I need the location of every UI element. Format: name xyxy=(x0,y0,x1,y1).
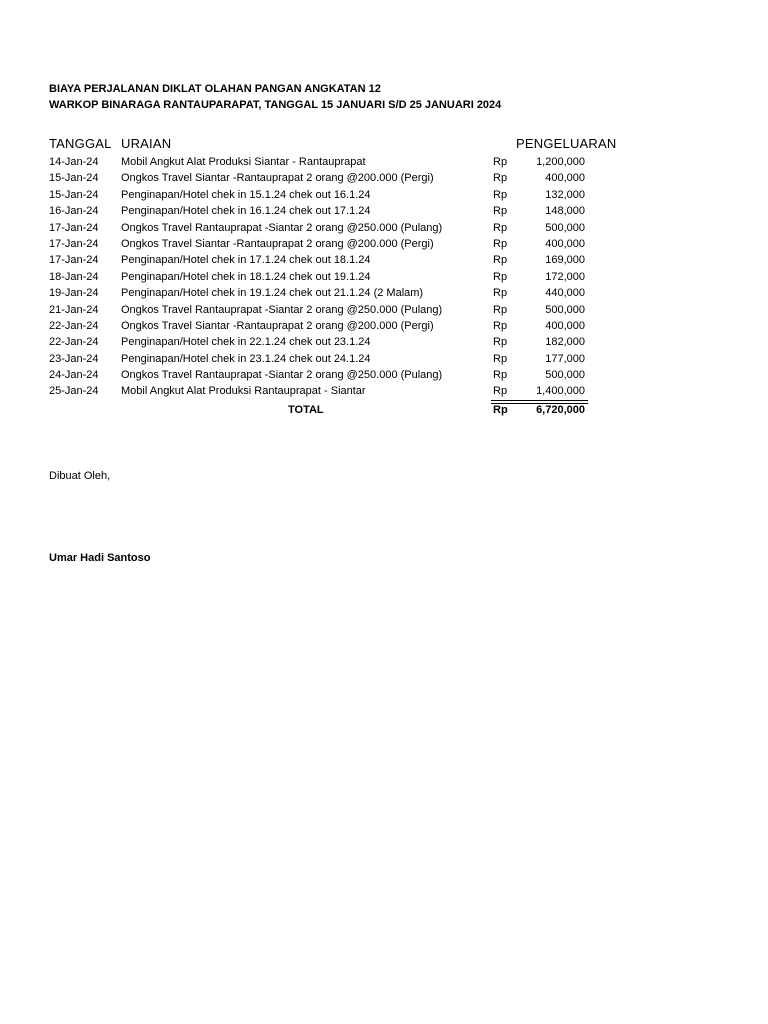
table-row xyxy=(0,285,768,301)
column-header-description: URAIAN xyxy=(121,136,172,151)
row-date: 22-Jan-24 xyxy=(49,336,99,349)
row-description: Ongkos Travel Rantauprapat -Siantar 2 orang @250.000 (Pulang) xyxy=(121,221,443,234)
row-amount: 182,000 xyxy=(545,336,585,349)
row-amount: 400,000 xyxy=(545,319,585,332)
row-date: 22-Jan-24 xyxy=(49,319,99,332)
row-description: Ongkos Travel Rantauprapat -Siantar 2 orang @250.000 (Pulang) xyxy=(121,369,443,382)
total-amount: 6,720,000 xyxy=(536,404,585,416)
row-currency: Rp xyxy=(493,319,508,332)
row-currency: Rp xyxy=(493,205,508,218)
row-description: Mobil Angkut Alat Produksi Siantar - Rantauprapat xyxy=(121,156,366,168)
row-currency: Rp xyxy=(493,254,508,267)
row-description: Penginapan/Hotel chek in 17.1.24 chek out 18.1.24 xyxy=(121,254,371,267)
table-row xyxy=(0,252,768,268)
row-description: Penginapan/Hotel chek in 23.1.24 chek out 24.1.24 xyxy=(121,352,371,365)
row-currency: Rp xyxy=(493,352,508,365)
table-row xyxy=(0,351,768,367)
row-amount: 177,000 xyxy=(545,352,585,365)
row-date: 16-Jan-24 xyxy=(49,205,99,218)
row-date: 17-Jan-24 xyxy=(49,221,99,234)
row-currency: Rp xyxy=(493,336,508,349)
row-currency: Rp xyxy=(493,237,508,250)
row-date: 25-Jan-24 xyxy=(49,385,99,398)
row-description: Ongkos Travel Siantar -Rantauprapat 2 orang @200.000 (Pergi) xyxy=(121,172,434,185)
table-row xyxy=(0,187,768,203)
table-row xyxy=(0,154,768,170)
table-row xyxy=(0,302,768,318)
row-currency: Rp xyxy=(493,303,508,316)
row-description: Ongkos Travel Siantar -Rantauprapat 2 orang @200.000 (Pergi) xyxy=(121,319,434,332)
table-row xyxy=(0,383,768,399)
row-amount: 1,200,000 xyxy=(536,156,585,168)
row-amount: 500,000 xyxy=(545,369,585,382)
row-currency: Rp xyxy=(493,369,508,382)
row-description: Penginapan/Hotel chek in 19.1.24 chek out 21.1.24 (2 Malam) xyxy=(121,287,424,300)
row-date: 14-Jan-24 xyxy=(49,156,99,168)
row-description: Mobil Angkut Alat Produksi Rantauprapat - Siantar xyxy=(121,385,366,398)
table-row xyxy=(0,170,768,186)
row-date: 15-Jan-24 xyxy=(49,188,99,201)
row-amount: 500,000 xyxy=(545,221,585,234)
row-amount: 1,400,000 xyxy=(536,385,585,398)
table-row xyxy=(0,236,768,252)
total-currency: Rp xyxy=(493,404,508,416)
row-amount: 440,000 xyxy=(545,287,585,300)
row-description: Ongkos Travel Rantauprapat -Siantar 2 orang @250.000 (Pulang) xyxy=(121,303,443,316)
signer-name: Umar Hadi Santoso xyxy=(49,552,151,564)
table-row xyxy=(0,318,768,334)
row-date: 23-Jan-24 xyxy=(49,352,99,365)
row-amount: 400,000 xyxy=(545,172,585,185)
total-label: TOTAL xyxy=(288,404,324,416)
row-description: Penginapan/Hotel chek in 15.1.24 chek out 16.1.24 xyxy=(121,188,371,201)
table-row xyxy=(0,367,768,383)
row-amount: 132,000 xyxy=(545,188,585,201)
row-date: 19-Jan-24 xyxy=(49,287,99,300)
row-description: Penginapan/Hotel chek in 18.1.24 chek out 19.1.24 xyxy=(121,270,371,283)
document-subtitle: WARKOP BINARAGA RANTAUPARAPAT, TANGGAL 15 JANUARI S/D 25 JANUARI 2024 xyxy=(49,99,502,111)
column-header-date: TANGGAL xyxy=(49,136,112,151)
table-row xyxy=(0,269,768,285)
expense-table-body xyxy=(0,154,768,400)
row-amount: 172,000 xyxy=(545,270,585,283)
row-currency: Rp xyxy=(493,188,508,201)
row-description: Penginapan/Hotel chek in 22.1.24 chek out 23.1.24 xyxy=(121,336,371,349)
row-amount: 148,000 xyxy=(545,205,585,218)
row-date: 17-Jan-24 xyxy=(49,237,99,250)
row-amount: 169,000 xyxy=(545,254,585,267)
column-header-amount: PENGELUARAN xyxy=(516,136,617,151)
row-date: 17-Jan-24 xyxy=(49,254,99,267)
row-date: 18-Jan-24 xyxy=(49,270,99,283)
table-row xyxy=(0,203,768,219)
row-currency: Rp xyxy=(493,172,508,185)
made-by-label: Dibuat Oleh, xyxy=(49,470,111,482)
table-row xyxy=(0,334,768,350)
document-title: BIAYA PERJALANAN DIKLAT OLAHAN PANGAN ANGKATAN 12 xyxy=(49,83,381,95)
row-currency: Rp xyxy=(493,385,508,398)
row-date: 15-Jan-24 xyxy=(49,172,99,185)
row-description: Penginapan/Hotel chek in 16.1.24 chek out 17.1.24 xyxy=(121,205,371,218)
row-currency: Rp xyxy=(493,221,508,234)
row-amount: 400,000 xyxy=(545,237,585,250)
table-row xyxy=(0,220,768,236)
row-currency: Rp xyxy=(493,287,508,300)
row-currency: Rp xyxy=(493,270,508,283)
row-description: Ongkos Travel Siantar -Rantauprapat 2 orang @200.000 (Pergi) xyxy=(121,237,434,250)
row-currency: Rp xyxy=(493,156,508,168)
row-amount: 500,000 xyxy=(545,303,585,316)
row-date: 21-Jan-24 xyxy=(49,303,99,316)
row-date: 24-Jan-24 xyxy=(49,369,99,382)
